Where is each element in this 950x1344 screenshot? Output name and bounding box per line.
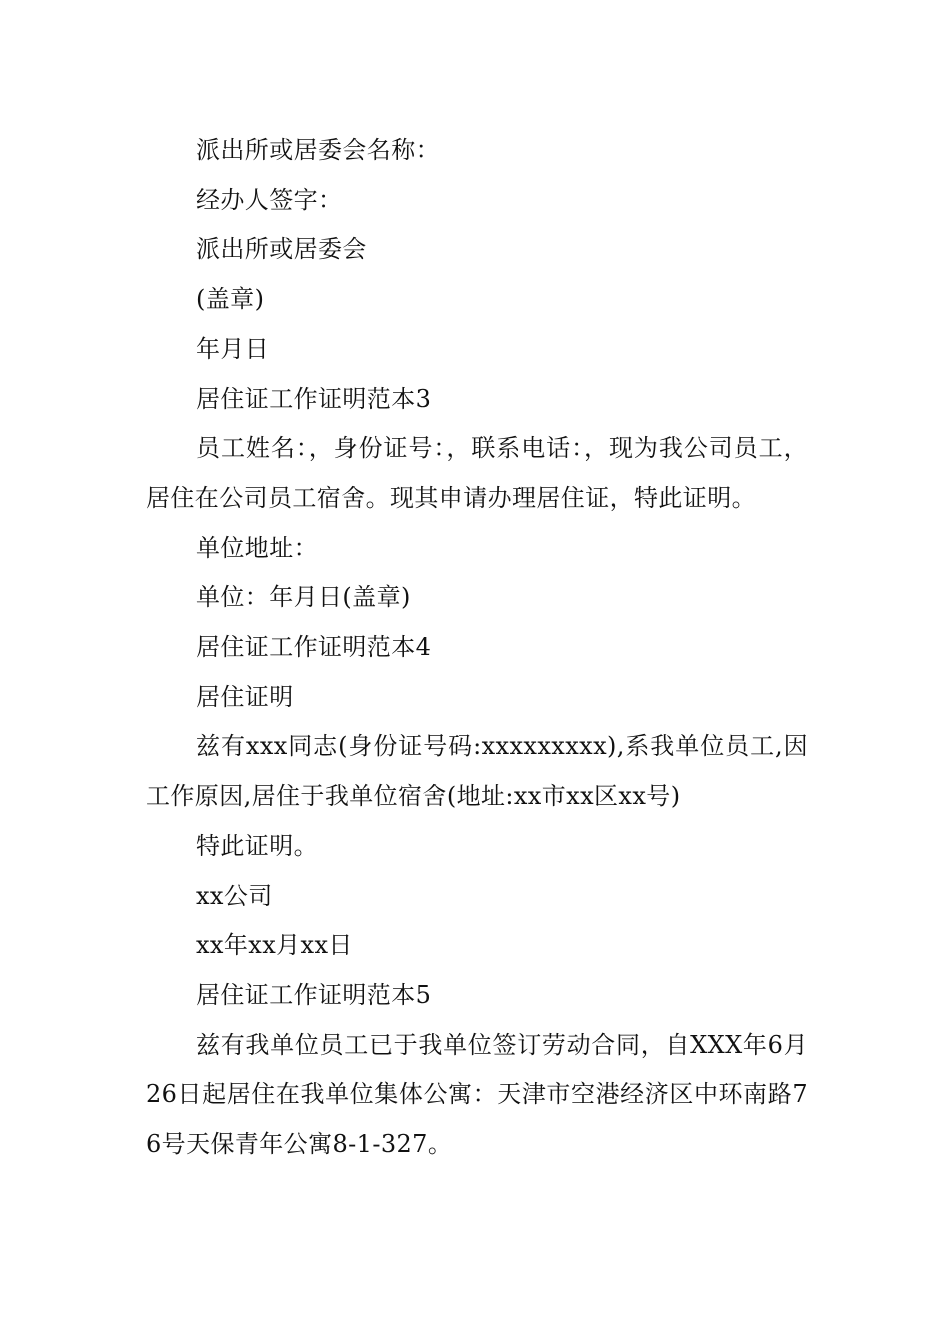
paragraph: 兹有xxx同志(身份证号码:xxxxxxxxx),系我单位员工,因工作原因,居住于我单位宿舍(地址:xx市xx区xx号) (146, 732, 808, 811)
paragraph: 特此证明。 (196, 831, 318, 860)
paragraph: 员工姓名：，身份证号：，联系电话：，现为我公司员工，居住在公司员工宿舍。现其申请办理居住证，特此证明。 (146, 434, 808, 512)
section-heading: 居住证工作证明范本3 (196, 384, 432, 413)
paragraph: (盖章) (196, 285, 265, 314)
paragraph: 派出所或居委会 (196, 235, 367, 264)
paragraph: 单位：年月日(盖章) (196, 583, 411, 612)
paragraph: xx年xx月xx日 (196, 931, 353, 960)
section-title: 居住证明 (196, 682, 294, 711)
section-heading: 居住证工作证明范本5 (196, 980, 432, 1009)
document-body (146, 126, 808, 1170)
paragraph: 年月日 (196, 334, 270, 363)
paragraph: xx公司 (196, 881, 273, 910)
paragraph: 派出所或居委会名称： (196, 136, 440, 164)
section-heading: 居住证工作证明范本4 (196, 633, 432, 662)
paragraph: 经办人签字： (196, 185, 343, 214)
paragraph: 兹有我单位员工已于我单位签订劳动合同，自XXX年6月26日起居住在我单位集体公寓：天津市空港经济区中环南路76号天保青年公寓8-1-327。 (146, 1030, 808, 1159)
paragraph: 单位地址： (196, 533, 318, 562)
